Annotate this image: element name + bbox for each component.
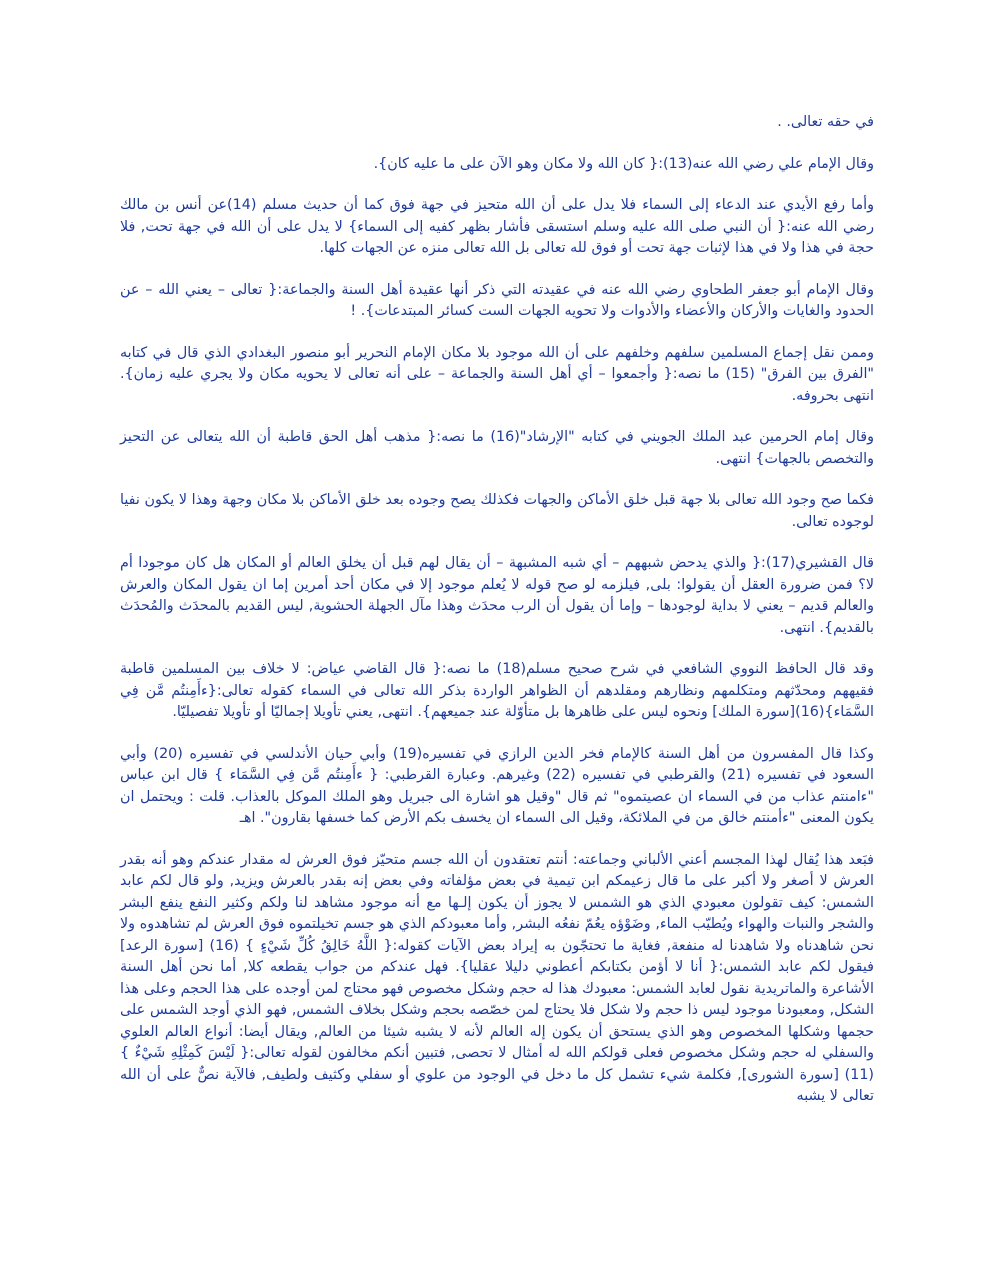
paragraph: وممن نقل إجماع المسلمين سلفهم وخلفهم على أن الله موجود بلا مكان الإمام النحرير أبو منصور البغدادي الذي قال في كتابه "الفرق بين الفرق" (15) ما نصه:{ وأجمعوا – أي أهل السنة والجماعة – على أنه تعالى لا يحويه مكان ولا يجري عليه زمان}. انتهى بحروفه. [120,344,875,404]
paragraph: في حقه تعالى. . [777,114,874,130]
paragraph: وقال إمام الحرمين عبد الملك الجويني في كتابه "الإرشاد"(16) ما نصه:{ مذهب أهل الحق قاطبة أن الله يتعالى عن التحيز والتخصص بالجهات} انتهى. [120,429,874,467]
paragraph: فبَعد هذا يُقال لهذا المجسم أعني الألباني وجماعته: أنتم تعتقدون أن الله جسم متحيّز فوق العرش له مقدار عندكم وهو أنه بقدر العرش لا أصغر ولا أكبر على ما قال زعيمكم ابن تيمية في بعض مؤلفاته وفي بعض إنه بقدر بالعرش ويزيد, ولو قال لكم عابد الشمس: كيف تقولون معبودي الذي هو الشمس لا يجوز أن يكون إلـها مع أنه موجود مشاهد لنا ولكم وكثير النفع ينفع البشر والشجر والنبات والهواء ويُطيّب الماء, وضَوْؤه يعُمّ نفعُه البشر, وأما معبودكم الذي هو جسم تخيلتموه فوق العرش لم تشاهدوه ولا نحن شاهدناه ولا شاهدنا له منفعة, فغاية ما تحتجّون به إيراد بعض الآيات كقوله:{ اللَّهُ خَالِقُ كُلِّ شَيْءٍ } (16) [سورة الرعد] فيقول لكم عابد الشمس:{ أنا لا أؤمن بكتابكم أعطوني دليلا عقليا}. فهل عندكم من جواب يقطعه كلا, أما نحن أهل السنة الأشاعرة والماتريدية نقول لعابد الشمس: معبودك هذا له حجم وشكل مخصوص فهو محتاج لمن أوجده على هذا الحجم وعلى هذا الشكل, ومعبودنا موجود ليس ذا حجم ولا شكل فلا يحتاج لمن خصّصه بحجم وشكل بخلاف الشمس, فهو الذي أوجد الشمس على حجمها وشكلها المخصوص وهو الذي يستحق أن يكون إله العالم لأنه لا يشبه شيئا من العالم, ويقال أيضا: أنواع العالم العلوي والسفلي له حجم وشكل مخصوص فعلى قولكم الله له أمثال لا تحصى, فتبين أنكم مخالفون لقوله تعالى:{ لَيْسَ كَمِثْلِهِ شَيْءٌ } (11) [سورة الشورى], فكلمة شيء تشمل كل ما دخل في الوجود من علوي أو سفلي وكثيف ولطيف, فالآية نصٌّ على أن الله تعالى لا يشبه [120,851,874,1104]
paragraph: وقال الإمام علي رضي الله عنه(13):{ كان الله ولا مكان وهو الآن على ما عليه كان}. [373,155,874,172]
paragraph: وقد قال الحافظ النووي الشافعي في شرح صحيح مسلم(18) ما نصه:{ قال القاضي عياض: لا خلاف بين المسلمين قاطبة فقيههم ومحدّثهم ومتكلمهم ونظارهم ومقلدهم أن الظواهر الواردة بذكر الله تعالى في السماء كقوله تعالى:{ءأَمِنتُم مَّن فِي السَّمَاء}(16)[سورة الملك] ونحوه ليس على ظاهرها بل متأوّلة عند جميعهم}. انتهى, يعني تأويلا إجماليّا أو تأويلا تفصيليّا. [120,661,874,720]
paragraph: قال القشيري(17):{ والذي يدحض شبههم – أي شبه المشبهة – أن يقال لهم قبل أن يخلق العالم أو المكان هل كان موجودا أم لا؟ فمن ضرورة العقل أن يقولوا: بلى, فيلزمه لو صح قوله لا يُعلم موجود إلا في مكان أحد أمرين إما ان يقول المكان والعرش والعالم قديم – يعني لا بداية لوجودها – وإما أن يقول أن الرب محدَث وهذا مآل الجهلة الحشوية, ليس القديم بالمحدَث والمُحدَث بالقديم}. انتهى. [120,555,874,636]
paragraph: وأما رفع الأيدي عند الدعاء إلى السماء فلا يدل على أن الله متحيز في جهة فوق كما أن حديث مسلم (14)عن أنس بن مالك رضي الله عنه:{ أن النبي صلى الله عليه وسلم استسقى فأشار بظهر كفيه إلى السماء} لا يدل على أن الله في جهة تحت, فلا حجة في هذا ولا في هذا لإثبات جهة تحت أو فوق لله تعالى بل الله تعالى منزه عن الجهات كلها. [120,197,874,256]
document-page [120,112,874,1108]
paragraph: وكذا قال المفسرون من أهل السنة كالإمام فخر الدين الرازي في تفسيره(19) وأبي حيان الأندلسي في تفسيره (20) وأبي السعود في تفسيره (21) والقرطبي في تفسيره (22) وغيرهم. وعبارة القرطبي: { ءأَمِنتُم مَّن فِي السَّمَاء } قال ابن عباس "ءامنتم عذاب من في السماء ان عصيتموه" ثم قال "وقيل هو اشارة الى جبريل وهو الملك الموكل بالعذاب. قلت : ويحتمل ان يكون المعنى "ءأمنتم خالق من في الملائكة، وقيل الى السماء ان يخسف بكم الأرض كما خسفها بقارون". اهـ [120,745,874,826]
paragraph: فكما صح وجود الله تعالى بلا جهة قبل خلق الأماكن والجهات فكذلك يصح وجوده بعد خلق الأماكن بلا مكان وجهة وهذا لا يكون نفيا لوجوده تعالى. [120,492,874,530]
paragraph: وقال الإمام أبو جعفر الطحاوي رضي الله عنه في عقيدته التي ذكر أنها عقيدة أهل السنة والجماعة:{ تعالى – يعني الله – عن الحدود والغايات والأركان والأعضاء والأدوات ولا تحويه الجهات الست كسائر المبتدعات}. ! [120,281,874,319]
